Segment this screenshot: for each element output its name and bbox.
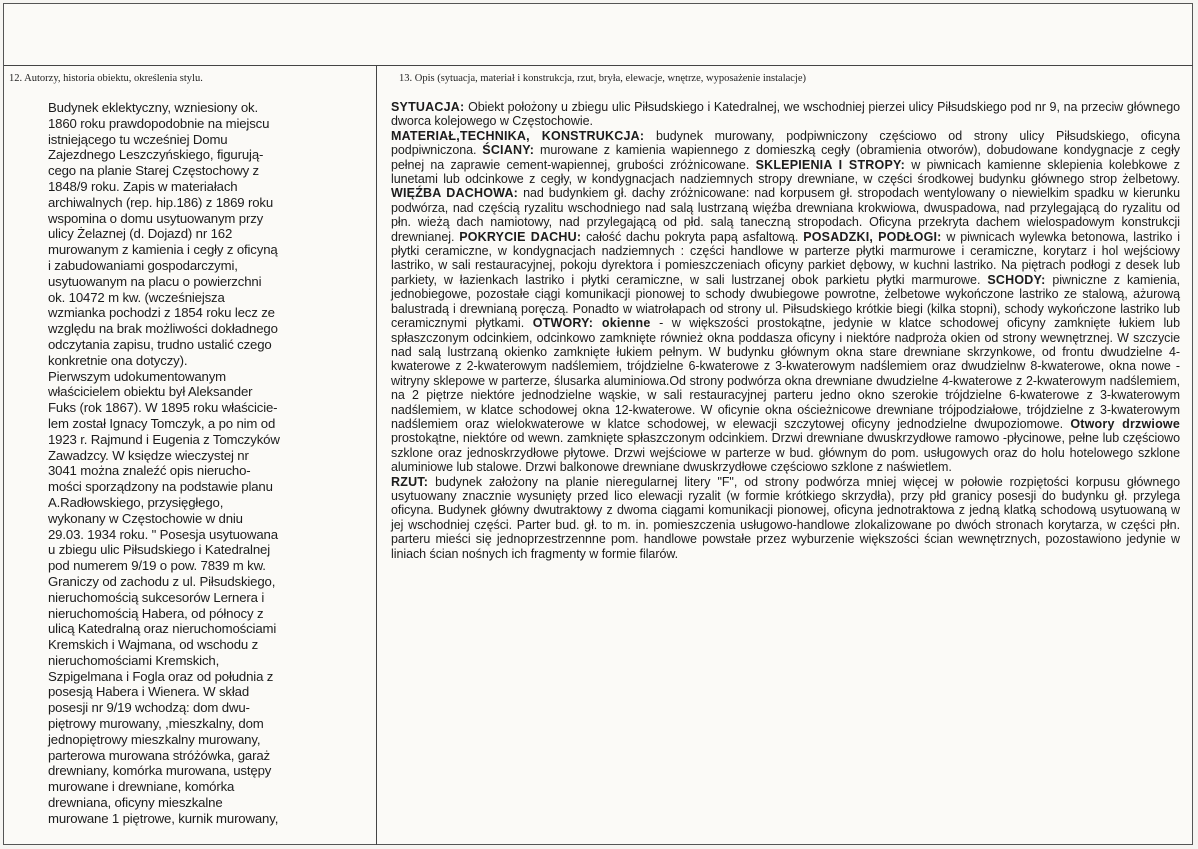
column-divider <box>376 65 377 845</box>
material-paragraph <box>391 129 1180 475</box>
posadzki-body: w piwnicach wylewka betonowa, lastriko i płytki ceramiczne, w kondygnacjach nadziemnych : części handlowe w parterze płytki marmurowe i ceramiczne, korytarz i hol wejściowy lastriko, w sali restauracyjnej, pokoju dyrektora i pomieszczeniach oficyny parkiet dębowy, w kuchni lastriko. Na piętrach podłogi z desek lub parkiety, w łazienkach lastriko i płytki ceramiczne, w sali lustrzanej obok parkietu płytki marmurowe. <box>391 229 1181 287</box>
material-body: budynek murowany, podpiwniczony częściowo od strony ulicy Piłsudskiego, oficyna podpiwniczona. <box>391 128 1180 158</box>
field-label-12: 12. Autorzy, historia obiektu, określenia stylu. <box>9 73 203 84</box>
pokrycie-body: całość dachu pokryta papą asfaltową. <box>581 229 804 244</box>
rzut-body: budynek założony na planie nieregularnej litery "F", od strony podwórza mniej więcej w połowie rozpiętości korpusu głównego usytuowany znacznie wysunięty przed lico elewacji ryzalit (w formie krótkiego skrzydła), przy płd granicy posesji do budynku gł. przylega oficyna. Budynek główny dwutraktowy z dwoma ciągami komunikacji pionowej, oficyna jednotraktowa z jedną klatką schodową usytuowaną w jej wschodniej części. Parter bud. gł. to m. in. pomieszczenia usługowo-handlowe zlokalizowane po dwóch stronach korytarza, w części płn. parteru mieści się jednoprzestrzennne pom. handlowe powstałe przez wyburzenie większości ścian wewnętrznych, pozostawiono jedynie w liniach ścian nośnych ich fragmenty w formie filarów. <box>391 474 1180 561</box>
material-heading: MATERIAŁ,TECHNIKA, KONSTRUKCJA: <box>391 128 645 143</box>
header-divider <box>4 65 1193 66</box>
schody-heading: SCHODY: <box>987 272 1046 287</box>
sytuacja-body: Obiekt położony u zbiegu ulic Piłsudskiego i Katedralnej, we wschodniej pierzei ulicy Piłsudskiego pod nr 9, na przeciw głównego dworca kolejowego w Częstochowie. <box>391 100 1180 129</box>
rzut-paragraph <box>391 475 1180 561</box>
wiezba-body: nad budynkiem gł. dachy zróżnicowane: nad korpusem gł. stropodach wentylowany o niewielkim spadku w kierunku podwórza, nad częścią ryzalitu wschodniego nad salą lustrzaną więźba drewniana krokwiowa, dwuspadowa, nad przylegającą do ryzalitu od płn. wieżą dach namiotowy, nad przylegającą od płd. salą taneczną stropodach. Oficyna przekryta dachem wielospadowym konstrukcji drewnianej. <box>391 186 1181 244</box>
sklepienia-body: w piwnicach kamienne sklepienia kolebkowe z lunetami lub odcinkowe z cegły, w kondygnacjach nadziemnych stropy drewniane, w części środkowej budynku głównego strop żelbetowy. <box>391 157 1180 187</box>
sytuacja-heading: SYTUACJA: <box>391 100 465 114</box>
schody-body: piwniczne z kamienia, jednobiegowe, pozostałe ciągi komunikacji pionowej to schody dwubiegowe powrotne, żelbetowe wykończone lastriko ze stalową, ażurową balustradą i drewnianą poręczą. Ponadto w wiatrołapach od strony ul. Piłsudskiego krótkie biegi (kilka stopni), schody wykończone lastriko lub ceramicznymi płytkami. <box>391 272 1180 331</box>
sciany-body: murowane z kamienia wapiennego z domieszką cegły (obramienia otworów), dobudowane kondygnacje z cegły pełnej na zaprawie cement-wapiennej, grubości zróżnicowane. <box>391 143 1180 172</box>
sciany-heading: ŚCIANY: <box>482 143 535 158</box>
history-text: Budynek eklektyczny, wzniesiony ok. 1860 roku prawdopodobnie na miejscu istniejącego tu wcześniej Domu Zajezdnego Leszczyńskiego, figurują- cego na planie Starej Częstochowy z 1848/9 roku. Zapis w materiałach archiwalnych (rep. hip.186) z 1869 roku wspomina o domu usytuowanym przy ulicy Żelaznej (d. Dojazd) nr 162 murowanym z kamienia i cegły z oficyną i zabudowaniami gospodarczymi, usytuowanym na placu o powierzchni ok. 10472 m kw. (wcześniejsza wzmianka pochodzi z 1854 roku lecz ze względu na brak możliwości dokładnego odczytania zapisu, trudno ustalić czego konkretnie ona dotyczy). Pierwszym udokumentowanym właścicielem obiektu był Aleksander Fuks (rok 1867). W 1895 roku właścicie- lem został Ignacy Tomczyk, a po nim od 1923 r. Rajmund i Eugenia z Tomczyków Zawadzcy. W księdze wieczystej nr 3041 można znaleźć opis nierucho- mości sporządzony na podstawie planu A.Radłowskiego, przysięgłego, wykonany w Częstochowie w dniu 29.03. 1934 roku. " Posesja usytuowana u zbiegu ulic Piłsudskiego i Katedralnej pod numerem 9/19 o pow. 7839 m kw. Graniczy od zachodu z ul. Piłsudskiego, nieruchomością sukcesorów Lernera i nieruchomością Habera, od północy z ulicą Katedralną oraz nieruchomościami Kremskich i Wajmana, od wschodu z nieruchomościami Kremskich, Szpigelmana i Fogla oraz od południa z posesją Habera i Wienera. W skład posesji nr 9/19 wchodzą: dom dwu- piętrowy murowany, ,mieszkalny, dom jednopiętrowy mieszkalny murowany, parterowa murowana stróżówka, garaż drewniany, komórka murowana, ustępy murowane i drewniane, komórka drewniana, oficyny mieszkalne murowane 1 piętrowe, kurnik murowany, <box>48 100 280 826</box>
wiezba-heading: WIĘŹBA DACHOWA: <box>391 186 519 201</box>
description-text <box>391 100 1180 561</box>
otwory-body: - w większości prostokątne, jedynie w klatce schodowej oficyny zamknięte łukiem lub spłaszczonym odcinkiem, odcinkowo zamknięte również okna poddasza oficyny i niektóre nadproża okien od strony wewnętrznej. W szczycie nad salą lustrzaną okienko zamknięte łukiem pełnym. W budynku głównym okna stare drewniane skrzynkowe, od frontu dwudzielne 4-kwaterowe z 2-kwaterowym nadślemiem, trójdzielne 6-kwaterowe z 3-kwaterowym nadślemiem oraz dwudzielnw 8-kwaterowe, okna nowe - witryny sklepowe w parterze, ślusarka aluminiowa.Od strony podwórza okna drewniane dwudzielne 4-kwaterowe z 2-kwaterowym nadślemiem, na 2 piętrze niektóre jednodzielne wąskie, w sali restauracyjnej parteru jedno okno szerokie trójdzielne 6-kwaterowe z 3-kwaterowym nadślemiem, w klatce schodowej okna 12-kwaterowe. W oficynie okna ościeżnicowe drewniane trójpodziałowe, trójdzielne z 3-kwaterowym nadślemiem oraz wielokwaterowe w klatce schodowej, w elewacji szczytowej oficyny jednodzielne dwupoziomowe. <box>391 316 1180 431</box>
pokrycie-heading: POKRYCIE DACHU: <box>459 229 582 244</box>
sklepienia-heading: SKLEPIENIA I STROPY: <box>755 157 905 172</box>
field-label-13: 13. Opis (sytuacja, materiał i konstrukcja, rzut, bryła, elewacje, wnętrze, wyposażenie instalacje) <box>399 73 807 84</box>
drzwi-heading: Otwory drzwiowe <box>1070 416 1180 431</box>
drzwi-body: prostokątne, niektóre od wewn. zamknięte spłaszczonym odcinkiem. Drzwi drewniane dwuskrzydłowe ramowo -płycinowe, pełne lub częściowo szklone oraz jednoskrzydłowe płytowe. Drzwi wejściowe w parterze w bud. głównym do pom. usługowych oraz do holu hotelowego szklone aluminiowe lub stalowe. Drzwi balkonowe drewniane dwuskrzydłowe częściowo szklone z naświetlem. <box>391 431 1180 475</box>
posadzki-heading: POSADZKI, PODŁOGI: <box>803 229 942 244</box>
otwory-heading: OTWORY: okienne <box>532 316 651 331</box>
rzut-heading: RZUT: <box>391 474 429 489</box>
sytuacja-paragraph <box>391 100 1180 129</box>
